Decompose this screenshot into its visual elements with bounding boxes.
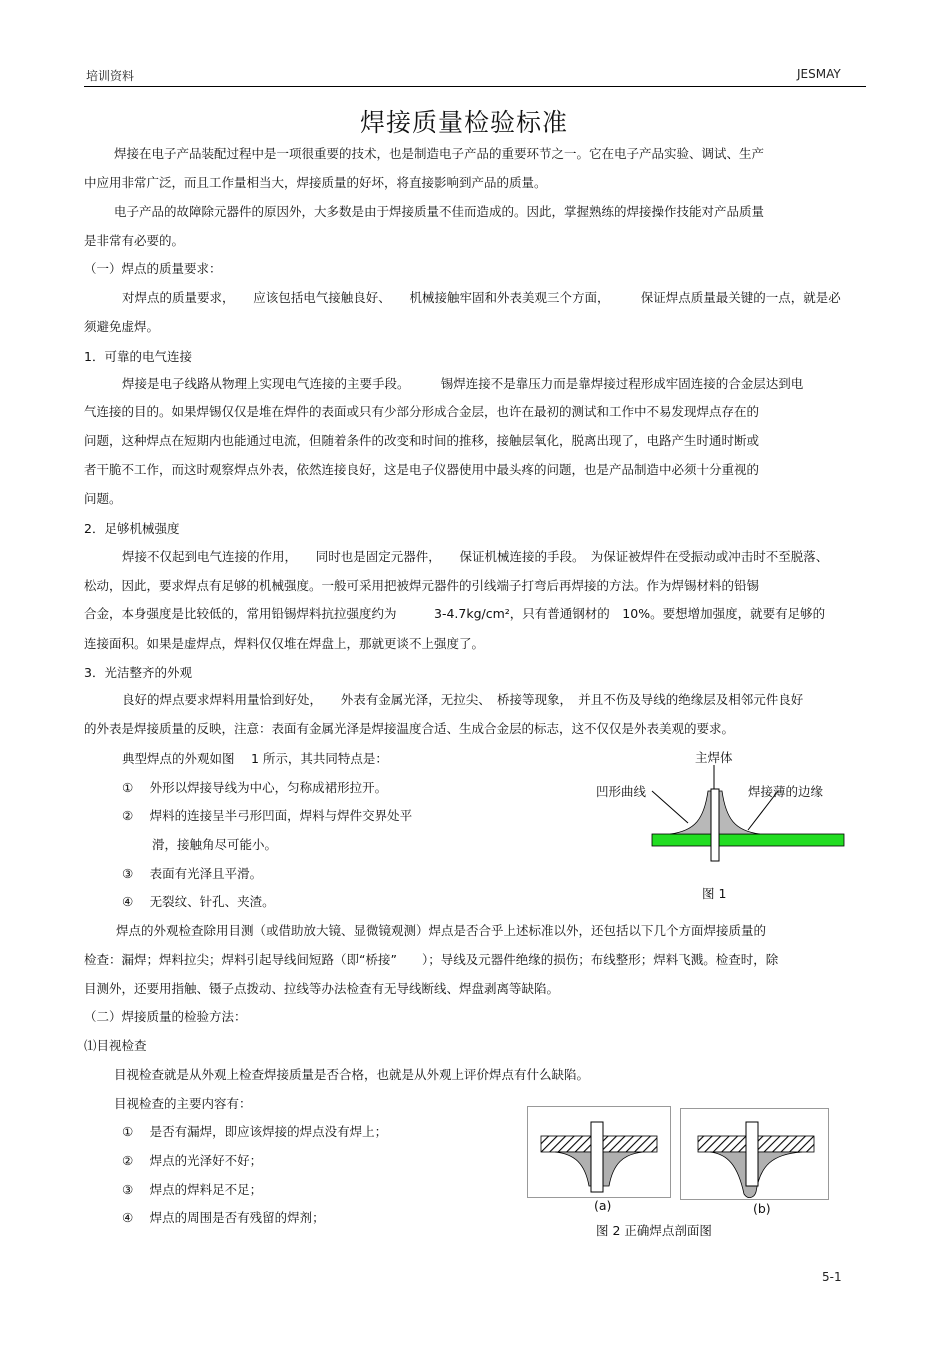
body-line: 的外表是焊接质量的反映，注意：表面有金属光泽是焊接温度合适、生成合金层的标志，这不仅仅是外表美观的要求。 — [84, 721, 735, 736]
list-item: ② 焊料的连接呈半弓形凹面，焊料与焊件交界处平 — [122, 808, 413, 823]
body-line: 是非常有必要的。 — [84, 233, 185, 248]
body-line: 焊接在电子产品装配过程中是一项很重要的技术，也是制造电子产品的重要环节之一。它在电子产品实验、调试、生产 — [114, 146, 765, 161]
figure2-label-b: (b) — [753, 1201, 771, 1216]
body-line: 目测外，还要用指触、镊子点拨动、拉线等办法检查有无导线断线、焊盘剥离等缺陷。 — [84, 981, 560, 996]
figure1-label-main: 主焊体 — [695, 750, 733, 765]
body-line: 者干脆不工作，而这时观察焊点外表，依然连接良好，这是电子仪器使用中最头疼的问题，也是产品制造中必须十分重视的 — [84, 462, 760, 477]
body-line: 气连接的目的。如果焊锡仅仅是堆在焊件的表面或只有少部分形成合金层，也许在最初的测试和工作中不易发现焊点存在的 — [84, 404, 760, 419]
body-line: 良好的焊点要求焊料用量恰到好处， 外表有金属光泽，无拉尖、 桥接等现象， 并且不伤及导线的绝缘层及相邻元件良好 — [122, 692, 804, 707]
list-item: ① 外形以焊接导线为中心，匀称成裙形拉开。 — [122, 780, 388, 795]
list-item: ④ 焊点的周围是否有残留的焊剂； — [122, 1210, 325, 1225]
body-line: 检查：漏焊；焊料拉尖；焊料引起导线间短路（即“桥接” ）；导线及元器件绝缘的损伤；布线整形；焊料飞溅。检查时，除 — [84, 952, 779, 967]
header-left: 培训资料 — [86, 69, 135, 83]
figure1-caption: 图 1 — [702, 886, 727, 901]
body-line: 焊接不仅起到电气连接的作用， 同时也是固定元器件， 保证机械连接的手段。 为保证被焊件在受振动或冲击时不至脱落、 — [122, 549, 829, 564]
component-lead — [591, 1122, 603, 1192]
component-lead — [711, 789, 719, 861]
body-line: 连接面积。如果是虚焊点，焊料仅仅堆在焊盘上，那就更谈不上强度了。 — [84, 636, 485, 651]
leader-line-right — [748, 791, 778, 830]
body-line: 问题，这种焊点在短期内也能通过电流，但随着条件的改变和时间的推移，接触层氧化，脱离出现了，电路产生时通时断或 — [84, 433, 760, 448]
subsection-heading: 2．足够机械强度 — [84, 521, 180, 536]
body-line: 合金，本身强度是比较低的，常用铅锡焊料抗拉强度约为 3-4.7kg/cm²，只有普通钢材的 10%。要想增加强度，就要有足够的 — [84, 606, 826, 621]
body-line: 对焊点的质量要求， 应该包括电气接触良好、 机械接触牢固和外表美观三个方面， 保证焊点质量最关键的一点，就是必 — [122, 290, 841, 305]
body-line: 焊点的外观检查除用目测（或借助放大镜、显微镜观测）焊点是否合乎上述标准以外，还包括以下几个方面焊接质量的 — [116, 923, 767, 938]
list-item: ① 是否有漏焊，即应该焊接的焊点没有焊上； — [122, 1124, 388, 1139]
subsection-heading: 3．光洁整齐的外观 — [84, 665, 192, 680]
body-line: 中应用非常广泛，而且工作量相当大，焊接质量的好坏，将直接影响到产品的质量。 — [84, 175, 547, 190]
figure1-label-left: 凹形曲线 — [596, 784, 647, 799]
subsection-heading: 1．可靠的电气连接 — [84, 349, 192, 364]
body-line: 目视检查就是从外观上检查焊接质量是否合格，也就是从外观上评价焊点有什么缺陷。 — [114, 1067, 590, 1082]
body-line: 松动，因此，要求焊点有足够的机械强度。一般可采用把被焊元器件的引线端子打弯后再焊接的方法。作为焊锡材料的铅锡 — [84, 578, 760, 593]
list-item-continuation: 滑，接触角尽可能小。 — [152, 837, 278, 852]
leader-line-left — [652, 791, 688, 823]
list-item: ② 焊点的光泽好不好； — [122, 1153, 263, 1168]
figure2-caption: 图 2 正确焊点剖面图 — [596, 1223, 712, 1238]
figure1-label-right: 焊接薄的边缘 — [748, 784, 824, 799]
solder-joint-figure-1 — [630, 765, 845, 865]
section-heading: （二）焊接质量的检验方法： — [84, 1009, 247, 1024]
component-lead — [746, 1122, 758, 1186]
body-line: 焊接是电子线路从物理上实现电气连接的主要手段。 锡焊连接不是靠压力而是靠焊接过程形成牢固连接的合金层达到电 — [122, 376, 804, 391]
list-item: ③ 焊点的焊料足不足； — [122, 1182, 263, 1197]
subsection-heading: ⑴目视检查 — [84, 1038, 147, 1053]
body-line: 须避免虚焊。 — [84, 319, 160, 334]
page-title: 焊接质量检验标准 — [360, 108, 569, 137]
figure2-label-a: (a) — [594, 1198, 612, 1213]
list-item: ④ 无裂纹、针孔、夹渣。 — [122, 894, 275, 909]
header-rule — [84, 86, 866, 87]
body-line: 问题。 — [84, 491, 122, 506]
body-line: 典型焊点的外观如图 1 所示，其共同特点是： — [122, 751, 388, 766]
body-line: 目视检查的主要内容有： — [114, 1096, 252, 1111]
header-right: JESMAY — [797, 67, 841, 81]
section-heading: （一）焊点的质量要求： — [84, 261, 222, 276]
list-item: ③ 表面有光泽且平滑。 — [122, 866, 263, 881]
body-line: 电子产品的故障除元器件的原因外，大多数是由于焊接质量不佳而造成的。因此，掌握熟练的焊接操作技能对产品质量 — [114, 204, 765, 219]
pcb-board — [652, 834, 844, 846]
page-number: 5-1 — [822, 1270, 842, 1284]
